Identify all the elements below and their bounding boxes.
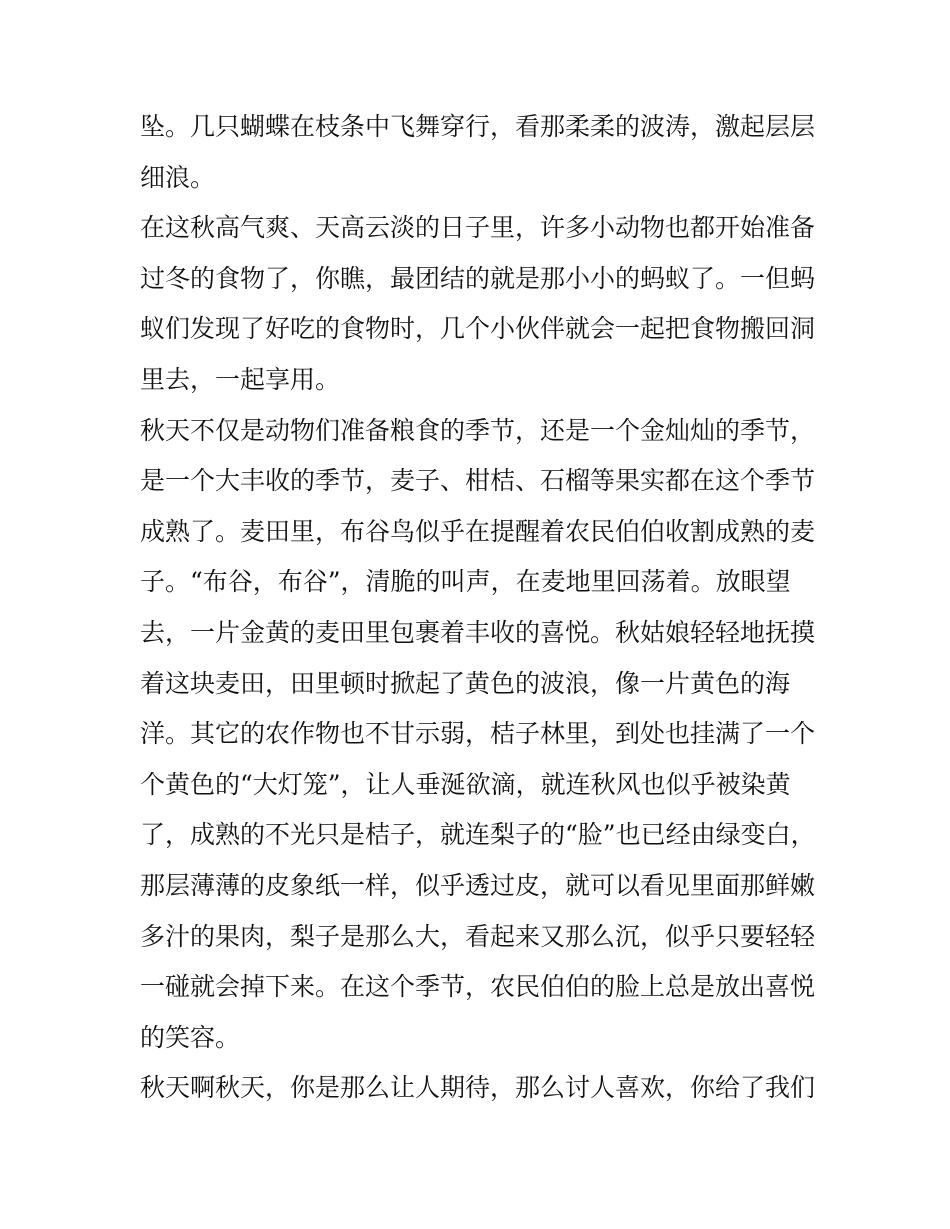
text-line: 秋天不仅是动物们准备粮食的季节，还是一个金灿灿的季节， xyxy=(140,415,816,445)
text-line: 秋天啊秋天，你是那么让人期待，那么讨人喜欢，你给了我们 xyxy=(140,1073,816,1103)
text-line: 了，成熟的不光只是桔子，就连梨子的“脸”也已经由绿变白， xyxy=(140,820,816,850)
text-line: 的笑容。 xyxy=(140,1022,241,1052)
text-line: 里去，一起享用。 xyxy=(140,364,341,394)
text-line: 坠。几只蝴蝶在枝条中飞舞穿行，看那柔柔的波涛，激起层层 xyxy=(140,112,816,141)
text-line: 在这秋高气爽、天高云淡的日子里，许多小动物也都开始准备 xyxy=(140,213,816,243)
text-line: 洋。其它的农作物也不甘示弱，桔子林里，到处也挂满了一个 xyxy=(140,719,816,749)
text-line: 去，一片金黄的麦田里包裹着丰收的喜悦。秋姑娘轻轻地抚摸 xyxy=(140,617,816,647)
text-line: 多汁的果肉，梨子是那么大，看起来又那么沉，似乎只要轻轻 xyxy=(140,921,816,951)
text-line: 是一个大丰收的季节，麦子、柑桔、石榴等果实都在这个季节 xyxy=(140,466,816,496)
text-line: 个黄色的“大灯笼”，让人垂涎欲滴，就连秋风也似乎被染黄 xyxy=(140,769,791,799)
text-line: 细浪。 xyxy=(140,162,216,192)
text-line: 着这块麦田，田里顿时掀起了黄色的波浪，像一片黄色的海 xyxy=(140,668,791,698)
text-line: 那层薄薄的皮象纸一样，似乎透过皮，就可以看见里面那鲜嫩 xyxy=(140,870,816,900)
text-line: 一碰就会掉下来。在这个季节，农民伯伯的脸上总是放出喜悦 xyxy=(140,972,816,1002)
text-line: 蚁们发现了好吃的食物时，几个小伙伴就会一起把食物搬回洞 xyxy=(140,314,816,344)
essay-text xyxy=(140,102,820,1114)
text-line: 子。“布谷，布谷”，清脆的叫声，在麦地里回荡着。放眼望 xyxy=(140,567,791,597)
text-line: 过冬的食物了，你瞧，最团结的就是那小小的蚂蚁了。一但蚂 xyxy=(140,263,816,293)
text-line: 成熟了。麦田里，布谷鸟似乎在提醒着农民伯伯收割成熟的麦 xyxy=(140,516,816,546)
